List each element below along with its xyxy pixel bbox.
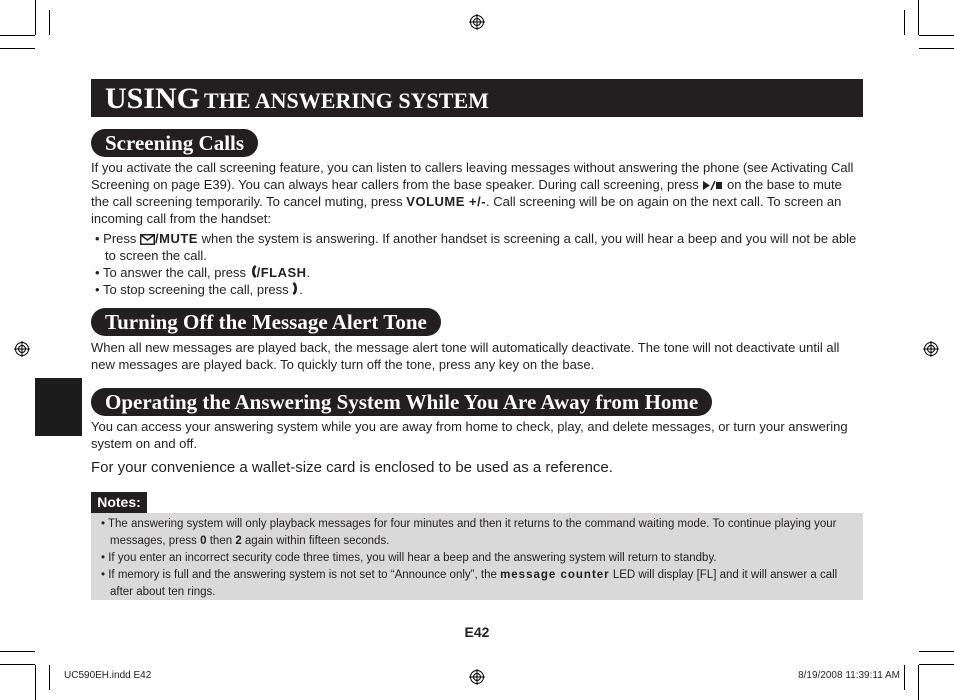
registration-mark-icon: [469, 14, 485, 30]
notes-list: [98, 516, 858, 601]
list-item: • If you enter an incorrect security code three times, you will hear a beep and the answering system will return to standby.: [101, 552, 717, 564]
page-title-bar: [91, 79, 863, 117]
talk-icon: [250, 264, 257, 279]
crop-mark: [49, 10, 50, 35]
crop-mark: [919, 48, 954, 49]
list-item: • To stop screening the call, press .: [95, 282, 303, 297]
registration-mark-icon: [923, 341, 939, 357]
crop-mark: [35, 0, 36, 35]
crop-mark: [0, 35, 35, 36]
crop-mark: [0, 651, 35, 652]
message-icon: [140, 234, 155, 245]
list-item: • Press /MUTE when the system is answering. If another handset is screening a call, you will hear a beep and you will not be able to screen the call.: [95, 231, 857, 263]
page-number: E42: [464, 624, 490, 640]
crop-mark: [904, 665, 905, 690]
crop-mark: [919, 35, 954, 36]
registration-mark-icon: [469, 669, 485, 685]
footer-timestamp: 8/19/2008 11:39:11 AM: [798, 670, 900, 681]
crop-mark: [0, 48, 35, 49]
section-heading-screening: Screening Calls: [91, 129, 258, 157]
footer-filename: UC590EH.indd E42: [64, 670, 152, 681]
remote-operation-paragraph: You can access your answering system while you are away from home to check, play, and delete messages, or turn your answering system on and off.: [91, 419, 848, 451]
list-item: • If memory is full and the answering system is not set to “Announce only”, the message counter LED will display [FL] and it will answer a call after about ten rings.: [101, 569, 838, 598]
play-stop-icon: [702, 180, 723, 191]
page-title: USING THE ANSWERING SYSTEM: [105, 82, 489, 115]
section-tab: [35, 378, 82, 436]
wallet-card-note: For your convenience a wallet-size card is enclosed to be used as a reference.: [91, 459, 613, 476]
alert-tone-paragraph: When all new messages are played back, the message alert tone will automatically deactivate. The tone will not deactivate until all new messages are played back. To quickly turn off the tone, press any key on the base.: [91, 340, 840, 372]
crop-mark: [918, 0, 919, 35]
screening-bullets: [91, 230, 863, 298]
crop-mark: [49, 665, 50, 690]
crop-mark: [918, 665, 919, 700]
crop-mark: [919, 664, 954, 665]
crop-mark: [35, 665, 36, 700]
crop-mark: [0, 664, 35, 665]
list-item: • The answering system will only playback messages for four minutes and then it returns to the command waiting mode. To continue playing your messages, press 0 then 2 again within fifteen seconds.: [101, 518, 837, 547]
section-heading-alert-tone: Turning Off the Message Alert Tone: [91, 308, 441, 336]
crop-mark: [904, 10, 905, 35]
notes-label: Notes:: [91, 492, 147, 513]
section-heading-remote-operation: Operating the Answering System While You Are Away from Home: [91, 388, 712, 416]
screening-paragraph: If you activate the call screening feature, you can listen to callers leaving messages without answering the phone (see Activating Call Screening on page E39). You can always hear callers from the base speaker. During call screening, press on the base to mute the call screening temporarily. To cancel muting, press VOLUME +/-. Call screening will be on again on the next call. To screen an incoming call from the handset:: [91, 160, 854, 226]
crop-mark: [919, 651, 954, 652]
registration-mark-icon: [14, 341, 30, 357]
list-item: • To answer the call, press /FLASH.: [95, 265, 311, 280]
